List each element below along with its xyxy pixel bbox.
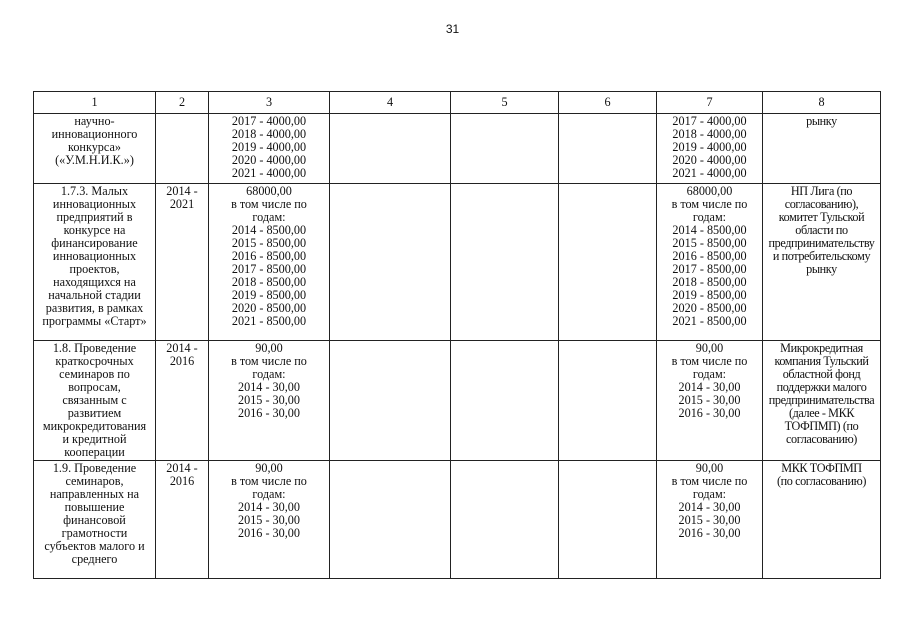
- executor-cell: [763, 461, 881, 579]
- cell-line: 2018 - 8500,00: [231, 275, 307, 289]
- regional-funding-cell: [657, 461, 763, 579]
- header-cell-5: 5: [451, 92, 559, 114]
- cell-line: 2016 - 30,00: [678, 526, 741, 540]
- cell-line: 2014 - 8500,00: [231, 223, 307, 237]
- cell-line: 2016: [169, 474, 195, 488]
- header-cell-6: 6: [559, 92, 657, 114]
- header-cell-2: 2: [156, 92, 209, 114]
- cell-line: компания Тульский: [774, 354, 869, 368]
- header-cell-8: 8: [763, 92, 881, 114]
- cell-line: 2018 - 4000,00: [672, 127, 747, 141]
- cell-line: конкурсе на: [63, 223, 126, 237]
- page-number: 31: [445, 22, 460, 36]
- cell-line: 2021 - 4000,00: [672, 166, 747, 180]
- cell-line: 2019 - 8500,00: [231, 288, 307, 302]
- cell-line: направленных на: [49, 487, 140, 501]
- col5-cell: [451, 114, 559, 184]
- cell-line: ТОФПМП) (по: [784, 419, 859, 433]
- cell-line: 90,00: [695, 461, 724, 475]
- program-table: [33, 91, 881, 579]
- cell-line: Микрокредитная: [780, 341, 863, 355]
- cell-line: 2015 - 8500,00: [672, 236, 747, 250]
- cell-line: согласованию),: [784, 197, 859, 211]
- cell-line: повышение: [64, 500, 125, 514]
- cell-line: областной фонд: [782, 367, 861, 381]
- period-cell: [156, 461, 209, 579]
- cell-line: 2020 - 4000,00: [672, 153, 747, 167]
- cell-line: 2019 - 8500,00: [672, 288, 747, 302]
- cell-line: 90,00: [695, 341, 724, 355]
- cell-line: в том числе по: [671, 474, 748, 488]
- total-funding-cell: [209, 184, 330, 341]
- cell-line: комитет Тульской: [778, 210, 865, 224]
- table-row: [34, 461, 881, 579]
- cell-line: годам:: [692, 487, 727, 501]
- cell-line: семинаров,: [65, 474, 124, 488]
- cell-line: и кредитной: [62, 432, 127, 446]
- regional-funding-cell: [657, 184, 763, 341]
- cell-line: финансовой: [63, 513, 126, 527]
- col4-cell: [330, 461, 451, 579]
- cell-line: начальной стадии: [48, 288, 141, 302]
- cell-line: рынку: [806, 262, 837, 276]
- col6-cell: [559, 461, 657, 579]
- activity-cell: [34, 184, 156, 341]
- activity-cell: [34, 461, 156, 579]
- cell-line: вопросам,: [68, 380, 121, 394]
- col6-cell: [559, 184, 657, 341]
- cell-line: 2017 - 4000,00: [231, 114, 307, 128]
- period-cell: [156, 184, 209, 341]
- table-row: [34, 341, 881, 461]
- cell-line: 2014 - 8500,00: [672, 223, 747, 237]
- table-body: [34, 114, 881, 579]
- cell-line: 1.7.3. Малых: [60, 184, 129, 198]
- regional-funding-cell: [657, 341, 763, 461]
- cell-line: 2014 -: [166, 461, 198, 475]
- table-row: [34, 114, 881, 184]
- cell-line: поддержки малого: [776, 380, 867, 394]
- cell-line: 2017 - 4000,00: [672, 114, 747, 128]
- header-cell-3: 3: [209, 92, 330, 114]
- cell-line: развитием: [67, 406, 122, 420]
- cell-line: инновационного: [51, 127, 138, 141]
- activity-cell: [34, 114, 156, 184]
- cell-line: субъектов малого и: [44, 539, 145, 553]
- cell-line: в том числе по: [671, 197, 748, 211]
- cell-line: в том числе по: [231, 197, 307, 211]
- cell-line: 2021 - 8500,00: [231, 314, 307, 328]
- cell-line: 2018 - 8500,00: [672, 275, 747, 289]
- cell-line: 2016 - 30,00: [238, 406, 300, 420]
- header-cell-1: 1: [34, 92, 156, 114]
- col4-cell: [330, 341, 451, 461]
- cell-line: 2015 - 30,00: [238, 393, 300, 407]
- total-funding-cell: [209, 461, 330, 579]
- cell-line: 68000,00: [686, 184, 733, 198]
- col6-cell: [559, 341, 657, 461]
- cell-line: 2014 -: [166, 341, 198, 355]
- col6-cell: [559, 114, 657, 184]
- cell-line: конкурса»: [68, 140, 121, 154]
- cell-line: предпринимательству: [768, 236, 875, 250]
- total-funding-cell: [209, 114, 330, 184]
- total-funding-cell: [209, 341, 330, 461]
- cell-line: инновационных: [52, 197, 137, 211]
- cell-line: 2016 - 8500,00: [672, 249, 747, 263]
- cell-line: в том числе по: [231, 354, 307, 368]
- cell-line: годам:: [692, 367, 727, 381]
- header-cell-7: 7: [657, 92, 763, 114]
- col4-cell: [330, 114, 451, 184]
- cell-line: 2015 - 30,00: [678, 513, 741, 527]
- cell-line: финансирование: [51, 236, 138, 250]
- cell-line: 2016 - 8500,00: [231, 249, 307, 263]
- period-cell: [156, 341, 209, 461]
- cell-line: 2016 - 30,00: [678, 406, 741, 420]
- cell-line: 2019 - 4000,00: [672, 140, 747, 154]
- cell-line: МКК ТОФПМП: [781, 461, 862, 475]
- cell-line: области по: [795, 223, 848, 237]
- cell-line: 2017 - 8500,00: [672, 262, 747, 276]
- cell-line: развития, в рамках: [45, 301, 144, 315]
- cell-line: согласованию): [786, 432, 857, 446]
- col5-cell: [451, 461, 559, 579]
- cell-line: краткосрочных: [55, 354, 134, 368]
- period-cell: [156, 114, 209, 184]
- executor-cell: [763, 341, 881, 461]
- cell-line: («У.М.Н.И.К.»): [55, 153, 134, 167]
- cell-line: 2014 - 30,00: [238, 380, 300, 394]
- cell-line: связанным с: [62, 393, 127, 407]
- cell-line: среднего: [71, 552, 118, 566]
- cell-line: находящихся на: [53, 275, 136, 289]
- cell-line: годам:: [252, 367, 286, 381]
- cell-line: программы «Старт»: [42, 314, 147, 328]
- cell-line: проектов,: [69, 262, 120, 276]
- cell-line: 2014 - 30,00: [238, 500, 300, 514]
- cell-line: предпринимательства: [768, 393, 875, 407]
- cell-line: 2016 - 30,00: [238, 526, 300, 540]
- header-row: [34, 92, 881, 114]
- cell-line: 2021: [169, 197, 195, 211]
- cell-line: 2019 - 4000,00: [231, 140, 307, 154]
- cell-line: 2014 - 30,00: [678, 380, 741, 394]
- cell-line: микрокредитования: [42, 419, 147, 433]
- col4-cell: [330, 184, 451, 341]
- cell-line: рынку: [806, 114, 837, 128]
- cell-line: 1.8. Проведение: [52, 341, 137, 355]
- executor-cell: [763, 184, 881, 341]
- cell-line: в том числе по: [671, 354, 748, 368]
- cell-line: 2020 - 8500,00: [231, 301, 307, 315]
- cell-line: 2014 - 30,00: [678, 500, 741, 514]
- cell-line: (далее - МКК: [788, 406, 855, 420]
- cell-line: 90,00: [255, 461, 283, 475]
- cell-line: предприятий в: [56, 210, 133, 224]
- col5-cell: [451, 341, 559, 461]
- cell-line: 90,00: [255, 341, 283, 355]
- cell-line: 2015 - 30,00: [678, 393, 741, 407]
- cell-line: 2016: [169, 354, 195, 368]
- cell-line: годам:: [252, 487, 286, 501]
- cell-line: 2015 - 30,00: [238, 513, 300, 527]
- cell-line: НП Лига (по: [790, 184, 853, 198]
- cell-line: 2017 - 8500,00: [231, 262, 307, 276]
- cell-line: кооперации: [64, 445, 125, 459]
- col5-cell: [451, 184, 559, 341]
- cell-line: (по согласованию): [776, 474, 866, 488]
- cell-line: 2020 - 4000,00: [231, 153, 307, 167]
- cell-line: научно-: [74, 114, 115, 128]
- cell-line: 2020 - 8500,00: [672, 301, 747, 315]
- activity-cell: [34, 341, 156, 461]
- cell-line: семинаров по: [59, 367, 130, 381]
- cell-line: 2021 - 8500,00: [672, 314, 747, 328]
- cell-line: 68000,00: [246, 184, 292, 198]
- cell-line: в том числе по: [231, 474, 307, 488]
- cell-line: инновационных: [52, 249, 137, 263]
- cell-line: годам:: [252, 210, 286, 224]
- executor-cell: [763, 114, 881, 184]
- cell-line: 2015 - 8500,00: [231, 236, 307, 250]
- header-cell-4: 4: [330, 92, 451, 114]
- cell-line: годам:: [692, 210, 727, 224]
- cell-line: 2014 -: [166, 184, 198, 198]
- cell-line: грамотности: [61, 526, 128, 540]
- regional-funding-cell: [657, 114, 763, 184]
- cell-line: 2018 - 4000,00: [231, 127, 307, 141]
- cell-line: 1.9. Проведение: [52, 461, 137, 475]
- table-row: [34, 184, 881, 341]
- cell-line: 2021 - 4000,00: [231, 166, 307, 180]
- cell-line: и потребительскому: [772, 249, 871, 263]
